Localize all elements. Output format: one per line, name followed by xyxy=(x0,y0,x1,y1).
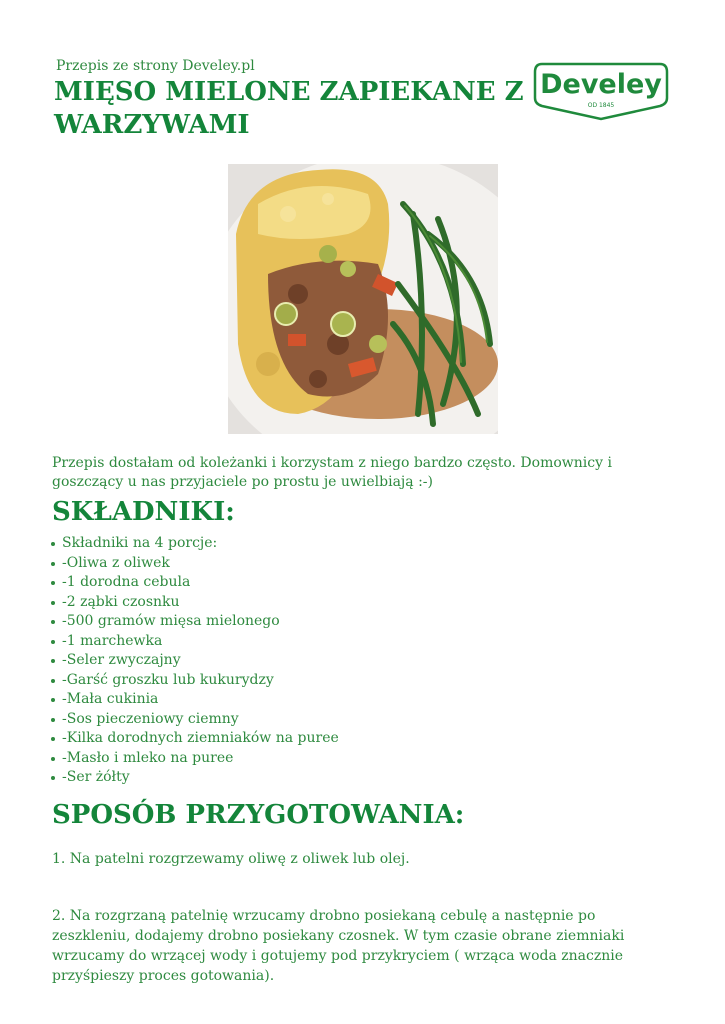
ingredient-item: -1 dorodna cebula xyxy=(50,573,339,593)
recipe-intro: Przepis dostałam od koleżanki i korzystam z niego bardzo często. Domownicy i goszczący u nas przyjaciele po prostu je uwielbiają :-) xyxy=(52,455,612,490)
recipe-source: Przepis ze strony Develey.pl xyxy=(56,58,255,74)
logo-brand: Develey xyxy=(540,69,662,100)
develey-logo xyxy=(532,60,670,122)
ingredient-item: -Kilka dorodnych ziemniaków na puree xyxy=(50,729,339,749)
ingredient-item: -Seler zwyczajny xyxy=(50,651,339,671)
ingredient-item: -Oliwa z oliwek xyxy=(50,554,339,574)
ingredient-item: -Sos pieczeniowy ciemny xyxy=(50,710,339,730)
ingredient-item: Składniki na 4 porcje: xyxy=(50,534,339,554)
ingredient-item: -Mała cukinia xyxy=(50,690,339,710)
ingredient-item: -Masło i mleko na puree xyxy=(50,749,339,769)
ingredient-item: -Ser żółty xyxy=(50,768,339,788)
preparation-heading: SPOSÓB PRZYGOTOWANIA: xyxy=(52,800,465,830)
preparation-step-1: 1. Na patelni rozgrzewamy oliwę z oliwek lub olej. xyxy=(52,851,410,867)
ingredients-heading: SKŁADNIKI: xyxy=(52,497,235,527)
recipe-title: MIĘSO MIELONE ZAPIEKANE Z WARZYWAMI xyxy=(54,77,524,140)
dish-photo xyxy=(228,164,498,434)
ingredients-list xyxy=(50,534,339,788)
preparation-step-2: 2. Na rozgrzaną patelnię wrzucamy drobno posiekaną cebulę a następnie po zeszkleniu, dodajemy drobno posiekany czosnek. W tym czasie obrane ziemniaki wrzucamy do wrzącej wody i gotujemy pod przykryciem ( wrząca woda znacznie przyśpieszy proces gotowania). xyxy=(52,908,625,984)
logo-since: OD 1845 xyxy=(587,102,615,109)
ingredient-item: -Garść groszku lub kukurydzy xyxy=(50,671,339,691)
ingredient-item: -500 gramów mięsa mielonego xyxy=(50,612,339,632)
ingredient-item: -1 marchewka xyxy=(50,632,339,652)
ingredient-item: -2 ząbki czosnku xyxy=(50,593,339,613)
